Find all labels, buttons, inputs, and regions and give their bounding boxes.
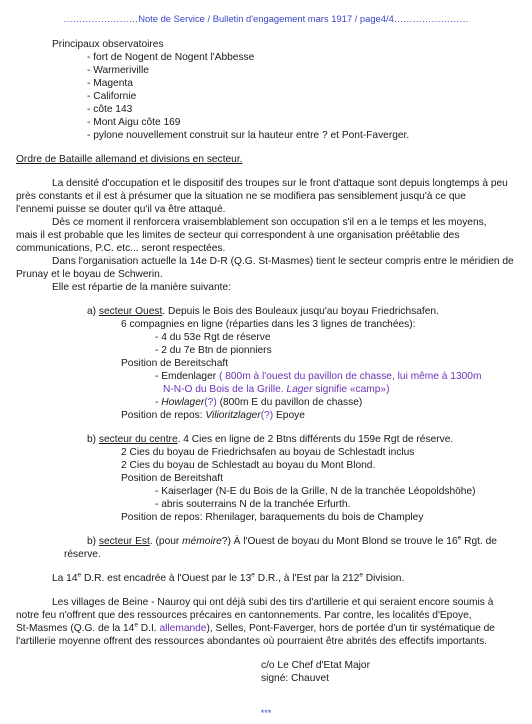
observatoire-item: - fort de Nogent de Nogent l'Abbesse: [87, 52, 255, 63]
secteur-line: 2 Cies du boyau de Schlestadt au boyau du Mont Blond.: [121, 460, 376, 471]
observatoire-item: - Mont Aigu côte 169: [87, 117, 181, 128]
paragraph-line: notre feu n'offrent que des ressources précaires en cantonnements. Par contre, les localités d'Epoye,: [16, 610, 472, 621]
secteur-line: réserve.: [64, 549, 101, 560]
paragraph-line: St-Masmes (Q.G. de la 14e D.I. allemande), Selles, Pont-Faverger, hors de portée d'un tir systématique de: [16, 621, 495, 634]
observatoire-item: - côte 143: [87, 104, 133, 115]
paragraph-line: l'ennemi puisse se douter qu'il va être attaqué.: [16, 204, 226, 215]
paragraph-line: Les villages de Beine - Nauroy qui ont déjà subi des tirs d'artillerie et qui seraient encore soumis à: [52, 597, 494, 608]
secteur-line: 6 compagnies en ligne (réparties dans les 3 lignes de tranchées):: [121, 319, 416, 330]
secteur-line: - abris souterrains N de la tranchée Erfurth.: [155, 499, 351, 510]
observatoire-item: - pylone nouvellement construit sur la hauteur entre ? et Pont-Faverger.: [87, 130, 410, 141]
secteur-est-heading: b) secteur Est. (pour mémoire?) À l'Ouest de boyau du Mont Blond se trouve le 16e Rgt. de: [87, 534, 497, 547]
secteur-line: 2 Cies du boyau de Friedrichsafen au boyau de Schlestadt inclus: [121, 447, 415, 458]
secteur-line: Position de Bereitshaft: [121, 473, 223, 484]
secteur-centre-heading: b) secteur du centre. 4 Cies en ligne de 2 Btns différents du 159e Rgt de réserve.: [87, 434, 454, 445]
observatoire-item: - Warmeriville: [87, 65, 149, 76]
paragraph-line: Dans l'organisation actuelle la 14e D-R (Q.G. St-Masmes) tient le secteur compris entre le méridien de: [52, 256, 514, 267]
secteur-line: Position de Bereitschaft: [121, 358, 229, 369]
secteur-line: - 4 du 53e Rgt de réserve: [155, 332, 271, 343]
page-footer: ***: [260, 708, 272, 718]
secteur-line: - Kaiserlager (N-E du Bois de la Grille, N de la tranchée Léopoldshöhe): [155, 486, 476, 497]
secteur-line: Position de repos: Vilioritzlager(?) Epoye: [121, 410, 305, 421]
observatoire-item: - Magenta: [87, 78, 133, 89]
observatoire-item: - Californie: [87, 91, 137, 102]
paragraph-line: Prunay et le boyau de Schwerin.: [16, 269, 163, 280]
paragraph-line: communications, P.C. etc... seront respectées.: [16, 243, 226, 254]
signature-name: signé: Chauvet: [261, 673, 329, 684]
paragraph-line: près constants et il est à présumer que la situation ne se modifiera pas sensiblement jusqu'à ce que: [16, 191, 466, 202]
encadree-line: La 14e D.R. est encadrée à l'Ouest par le 13e D.R., à l'Est par la 212e Division.: [52, 571, 405, 584]
secteur-line: - Howlager(?) (800m E du pavillon de chasse): [155, 397, 363, 408]
section-title: Ordre de Bataille allemand et divisions en secteur.: [16, 154, 243, 165]
page-header: ……………………Note de Service / Bulletin d'engagement mars 1917 / page4/4……………………: [63, 13, 469, 24]
secteur-line-note: N-N-O du Bois de la Grille. Lager signifie «camp»): [163, 384, 390, 395]
paragraph-line: Dès ce moment il renforcera vraisemblablement son occupation s'il en a le temps et les moyens,: [52, 217, 487, 228]
secteur-line: - 2 du 7e Btn de pionniers: [155, 345, 272, 356]
secteur-line: - Emdenlager ( 800m à l'ouest du pavillon de chasse, lui même à 1300m: [155, 371, 482, 382]
paragraph-line: mais il est probable que les limites de secteur qui correspondent à une organisation préétablie des: [16, 230, 460, 241]
paragraph-line: l'artillerie moyenne offrent des ressources abondantes où pourraient être abrités des effectifs importants.: [16, 636, 488, 647]
paragraph-line: Elle est répartie de la manière suivante:: [52, 282, 231, 293]
secteur-line: Position de repos: Rhenilager, baraquements du bois de Champley: [121, 512, 424, 523]
paragraph-line: La densité d'occupation et le dispositif des troupes sur le front d'attaque sont depuis longtemps à peu: [52, 178, 508, 189]
signature-line: c/o Le Chef d'Etat Major: [261, 660, 370, 671]
secteur-ouest-heading: a) secteur Ouest. Depuis le Bois des Bouleaux jusqu'au boyau Friedrichsafen.: [87, 306, 439, 317]
observatoires-title: Principaux observatoires: [52, 39, 164, 50]
